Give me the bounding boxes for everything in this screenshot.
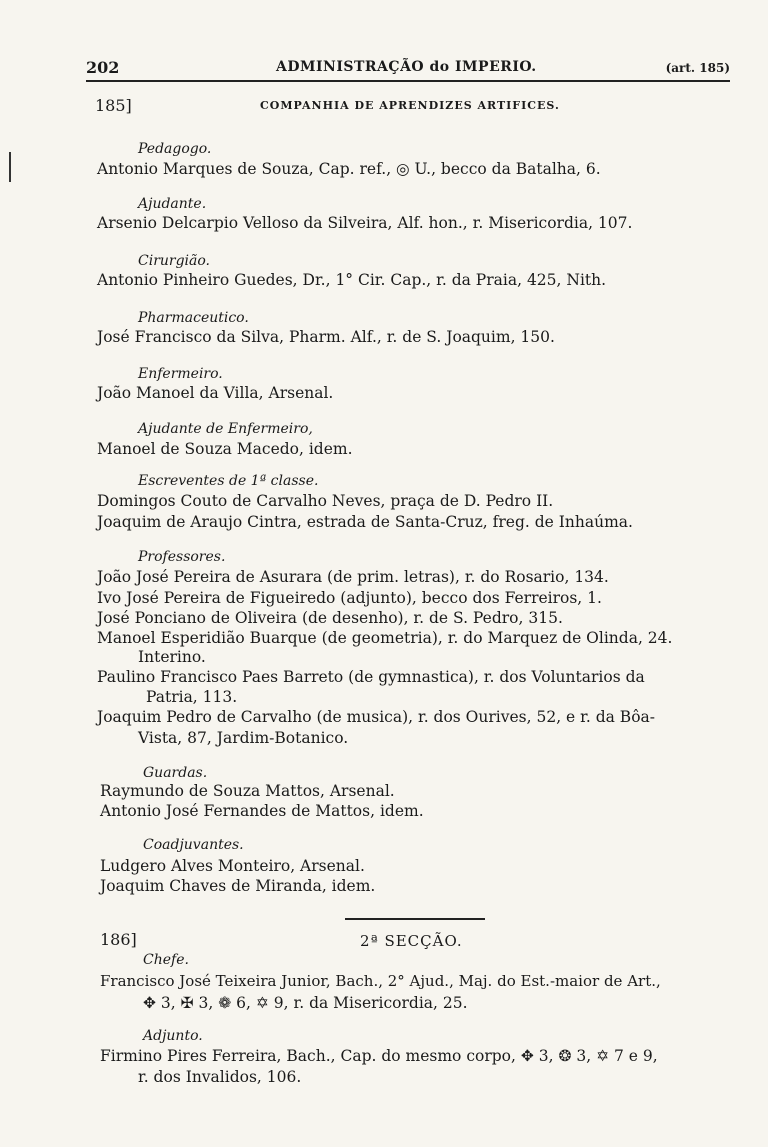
role-cirurgiao: Cirurgião.	[138, 253, 211, 269]
role-enfermeiro: Enfermeiro.	[138, 366, 223, 382]
role-pharmaceutico: Pharmaceutico.	[138, 310, 249, 326]
entry-adjunto-line1: Firmino Pires Ferreira, Bach., Cap. do mesmo corpo, ✥ 3, ❂ 3, ✡ 7 e 9,	[100, 1047, 658, 1065]
list-item: Joaquim Chaves de Miranda, idem.	[100, 877, 376, 895]
role-adjunto: Adjunto.	[143, 1028, 203, 1044]
entry-pharmaceutico: José Francisco da Silva, Pharm. Alf., r. de S. Joaquim, 150.	[97, 328, 555, 346]
section-heading	[95, 96, 725, 116]
list-item: Domingos Couto de Carvalho Neves, praça de D. Pedro II.	[97, 492, 554, 510]
article-ref: (art. 185)	[665, 61, 730, 75]
list-item: Ludgero Alves Monteiro, Arsenal.	[100, 857, 365, 875]
section-name: COMPANHIA DE APRENDIZES ARTIFICES.	[260, 99, 560, 112]
list-item: Joaquim de Araujo Cintra, estrada de Santa-Cruz, freg. de Inhaúma.	[97, 513, 633, 531]
section-divider	[345, 918, 485, 920]
entry-cirurgiao: Antonio Pinheiro Guedes, Dr., 1° Cir. Cap., r. da Praia, 425, Nith.	[97, 271, 607, 289]
entry-ajudante: Arsenio Delcarpio Velloso da Silveira, Alf. hon., r. Misericordia, 107.	[97, 214, 633, 232]
margin-mark	[9, 152, 11, 182]
section-number: 185]	[95, 96, 132, 115]
role-pedagogo: Pedagogo.	[138, 141, 212, 157]
entry-enfermeiro: João Manoel da Villa, Arsenal.	[97, 384, 334, 402]
section2-heading	[100, 930, 720, 952]
list-item: Joaquim Pedro de Carvalho (de musica), r. dos Ourives, 52, e r. da Bôa-	[97, 708, 655, 726]
list-item: Patria, 113.	[146, 688, 238, 706]
running-title: ADMINISTRAÇÃO do IMPERIO.	[276, 59, 537, 75]
page-number: 202	[86, 58, 120, 77]
entry-chefe-line2: ✥ 3, ✠ 3, ❁ 6, ✡ 9, r. da Misericordia, 25.	[143, 994, 468, 1012]
entry-adjunto-line2: r. dos Invalidos, 106.	[138, 1068, 302, 1086]
list-item: José Ponciano de Oliveira (de desenho), r. de S. Pedro, 315.	[97, 609, 563, 627]
entry-pedagogo: Antonio Marques de Souza, Cap. ref., ◎ U., becco da Batalha, 6.	[97, 160, 601, 178]
entry-ajudante-enfermeiro: Manoel de Souza Macedo, idem.	[97, 440, 353, 458]
role-ajudante-enfermeiro: Ajudante de Enfermeiro,	[138, 421, 313, 437]
list-item: Paulino Francisco Paes Barreto (de gymnastica), r. dos Voluntarios da	[97, 668, 645, 686]
list-item: João José Pereira de Asurara (de prim. letras), r. do Rosario, 134.	[97, 568, 609, 586]
role-ajudante: Ajudante.	[138, 196, 207, 212]
list-item: Ivo José Pereira de Figueiredo (adjunto), becco dos Ferreiros, 1.	[97, 589, 602, 607]
role-chefe: Chefe.	[143, 952, 189, 968]
list-item: Manoel Esperidião Buarque (de geometria), r. do Marquez de Olinda, 24.	[97, 629, 673, 647]
role-professores: Professores.	[138, 549, 226, 565]
section2-name: 2ª SECÇÃO.	[360, 932, 463, 950]
role-escreventes: Escreventes de 1ª classe.	[138, 473, 319, 489]
entry-chefe-line1: Francisco José Teixeira Junior, Bach., 2° Ajud., Maj. do Est.-maior de Art.,	[100, 972, 661, 990]
list-item: Interino.	[138, 648, 206, 666]
list-item: Raymundo de Souza Mattos, Arsenal.	[100, 782, 395, 800]
list-item: Vista, 87, Jardim-Botanico.	[138, 729, 349, 747]
list-item: Antonio José Fernandes de Mattos, idem.	[100, 802, 424, 820]
role-guardas: Guardas.	[143, 765, 208, 781]
section2-number: 186]	[100, 930, 137, 949]
role-coadjuvantes: Coadjuvantes.	[143, 837, 244, 853]
running-head	[86, 58, 730, 82]
